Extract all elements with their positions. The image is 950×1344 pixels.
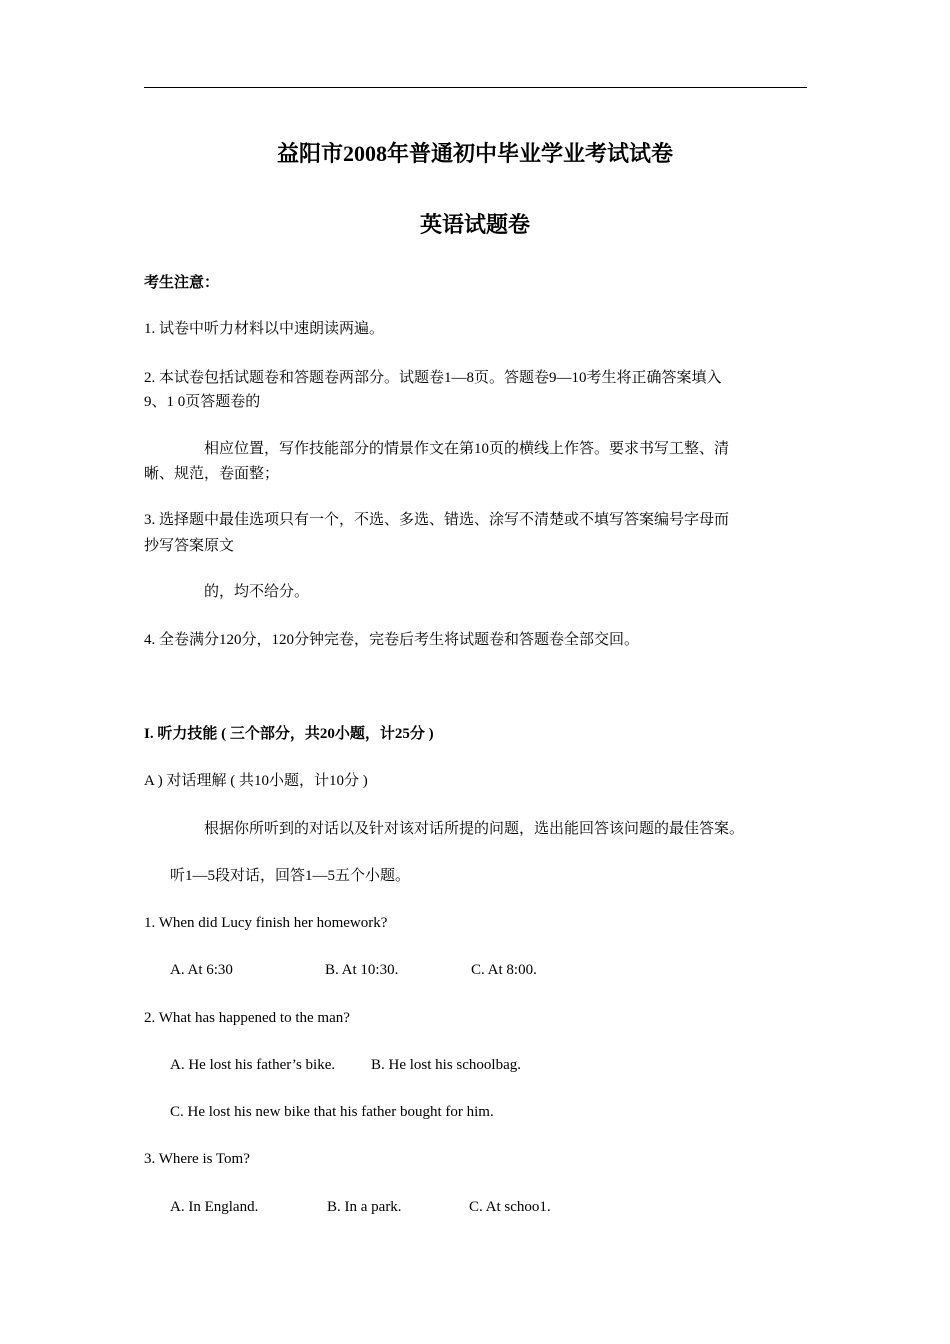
part-a-subinstruction: 听1—5段对话，回答1—5五个小题。: [170, 868, 411, 884]
exam-subtitle: 英语试题卷: [419, 212, 530, 237]
question-3-option-a: A. In England.: [170, 1199, 259, 1215]
question-3-stem: 3. Where is Tom?: [144, 1151, 250, 1167]
notice-item-1: 1. 试卷中听力材料以中速朗读两遍。: [144, 321, 385, 337]
notice-heading: 考生注意：: [144, 275, 220, 291]
notice-item-2-cont: 9、1 0页答题卷的: [144, 394, 261, 410]
notice-item-3: 3. 选择题中最佳选项只有一个，不选、多选、错选、涂写不清楚或不填写答案编号字母而: [144, 512, 730, 528]
top-rule: [144, 87, 807, 88]
question-3-option-b: B. In a park.: [327, 1199, 402, 1215]
question-1-option-b: B. At 10:30.: [325, 962, 399, 978]
question-2-stem: 2. What has happened to the man?: [144, 1010, 350, 1026]
notice-item-3-cont: 抄写答案原文: [144, 538, 235, 554]
notice-item-2: 2. 本试卷包括试题卷和答题卷两部分。试题卷1—8页。答题卷9—10考生将正确答案填入: [144, 370, 722, 386]
question-1-option-a: A. At 6:30: [170, 962, 233, 978]
part-a-heading: A ) 对话理解 ( 共10小题，计10分 ): [144, 773, 368, 789]
notice-item-3-cont2: 的，均不给分。: [204, 584, 310, 600]
notice-item-2-cont2: 相应位置，写作技能部分的情景作文在第10页的横线上作答。要求书写工整、清: [204, 441, 730, 457]
part-a-instruction: 根据你所听到的对话以及针对该对话所提的问题，选出能回答该问题的最佳答案。: [204, 821, 745, 837]
question-3-option-c: C. At schoo1.: [469, 1199, 551, 1215]
section-heading: I. 听力技能 ( 三个部分，共20小题，计25分 ): [144, 726, 434, 742]
question-1-option-c: C. At 8:00.: [471, 962, 537, 978]
question-2-option-b: B. He lost his schoolbag.: [371, 1057, 521, 1073]
question-2-option-a: A. He lost his father’s bike.: [170, 1057, 336, 1073]
notice-item-4: 4. 全卷满分120分，120分钟完卷，完卷后考生将试题卷和答题卷全部交回。: [144, 632, 640, 648]
question-2-option-c: C. He lost his new bike that his father bought for him.: [170, 1104, 494, 1120]
question-1-stem: 1. When did Lucy finish her homework?: [144, 915, 388, 931]
exam-title: 益阳市2008年普通初中毕业学业考试试卷: [276, 141, 673, 166]
notice-item-2-cont3: 晰、规范，卷面整；: [144, 466, 280, 482]
